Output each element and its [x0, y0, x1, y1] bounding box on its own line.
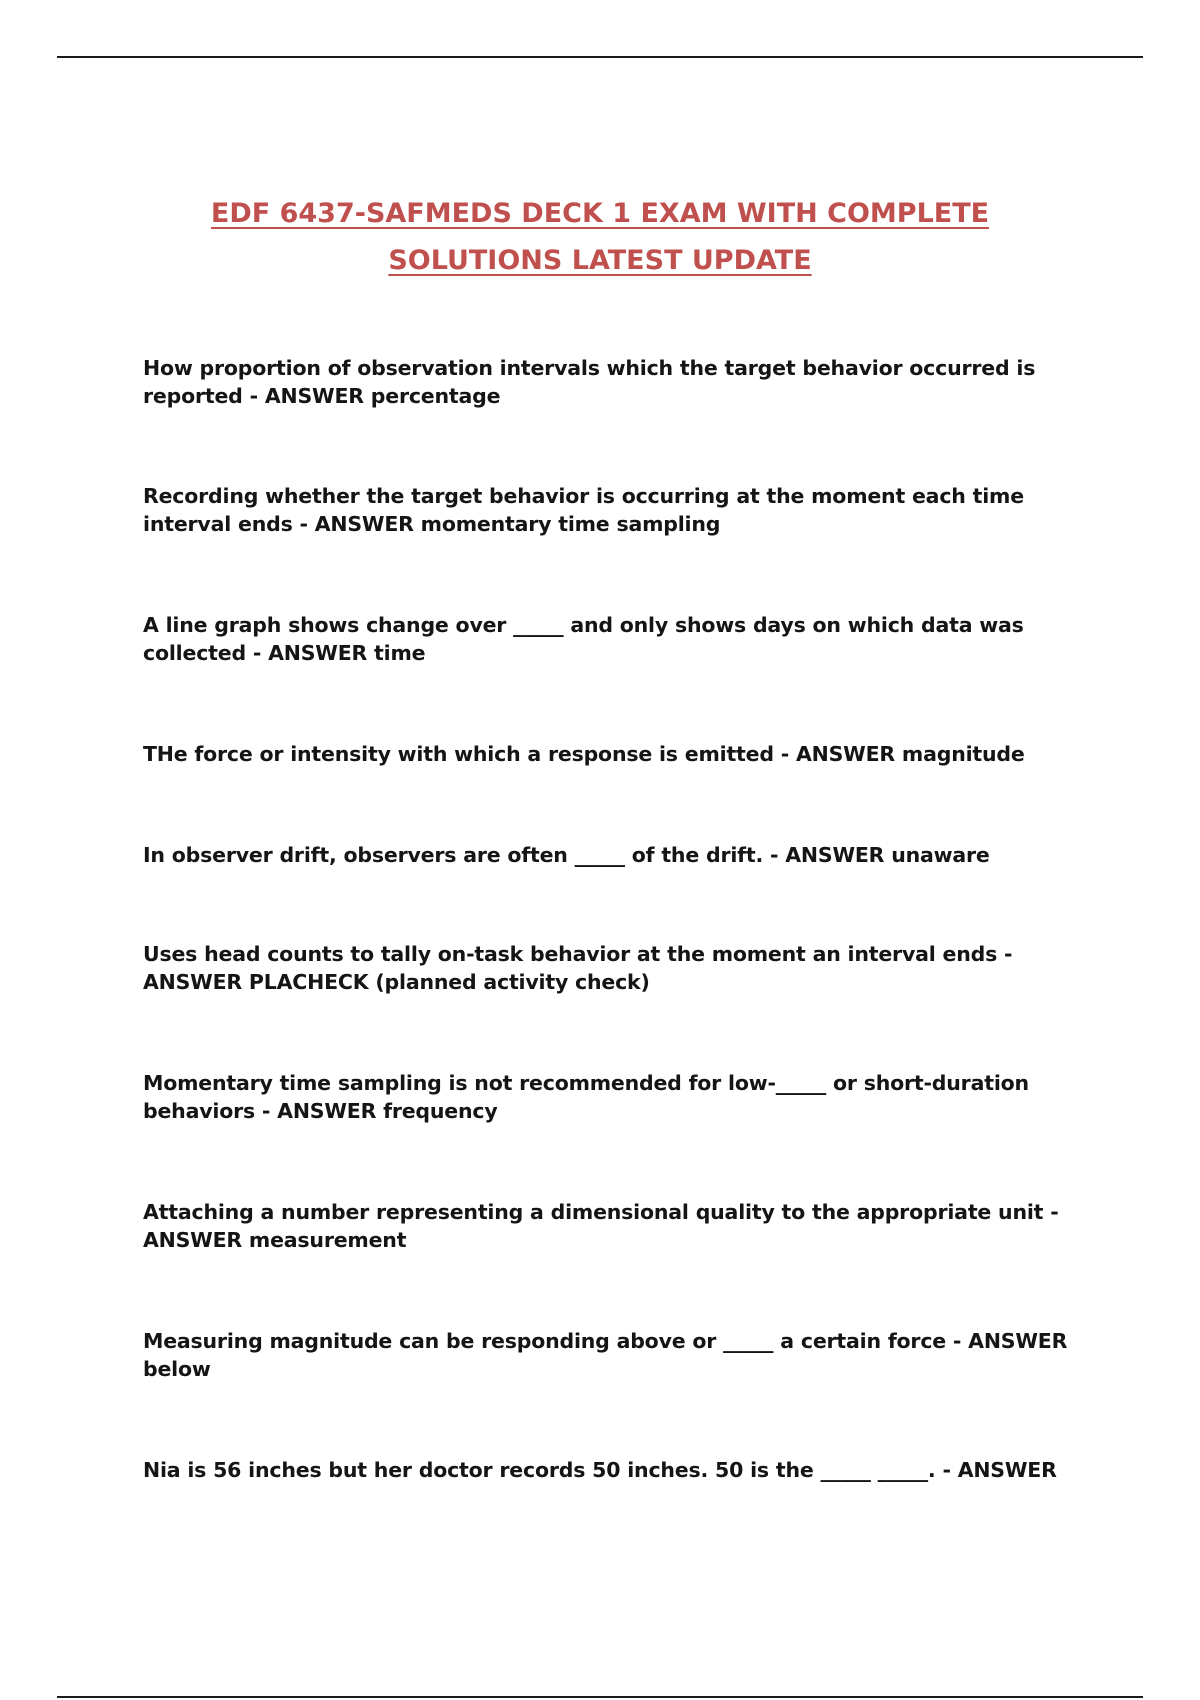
qa-item-6: Uses head counts to tally on-task behavior at the moment an interval ends - ANSWER PLACHECK (planned activity check) [143, 942, 1013, 994]
qa-item-1: How proportion of observation intervals which the target behavior occurred is reported - ANSWER percentage [143, 356, 1036, 408]
qa-item-2: Recording whether the target behavior is occurring at the moment each time interval ends - ANSWER momentary time sampling [143, 484, 1024, 536]
qa-item-8: Attaching a number representing a dimensional quality to the appropriate unit - ANSWER measurement [143, 1200, 1059, 1252]
qa-item-10: Nia is 56 inches but her doctor records 50 inches. 50 is the _____ _____. - ANSWER [143, 1458, 1057, 1482]
header-rule [57, 56, 1143, 58]
document-title [0, 190, 1200, 284]
qa-item-9: Measuring magnitude can be responding above or _____ a certain force - ANSWER below [143, 1329, 1068, 1381]
qa-item-7: Momentary time sampling is not recommended for low-_____ or short-duration behaviors - ANSWER frequency [143, 1071, 1029, 1123]
qa-item-5: In observer drift, observers are often _____ of the drift. - ANSWER unaware [143, 843, 990, 867]
footer-rule [57, 1696, 1143, 1698]
qa-item-4: THe force or intensity with which a response is emitted - ANSWER magnitude [143, 742, 1025, 766]
qa-item-3: A line graph shows change over _____ and only shows days on which data was collected - ANSWER time [143, 613, 1024, 665]
title-line-2: SOLUTIONS LATEST UPDATE [388, 245, 812, 276]
title-line-1: EDF 6437-SAFMEDS DECK 1 EXAM WITH COMPLETE [210, 198, 990, 229]
